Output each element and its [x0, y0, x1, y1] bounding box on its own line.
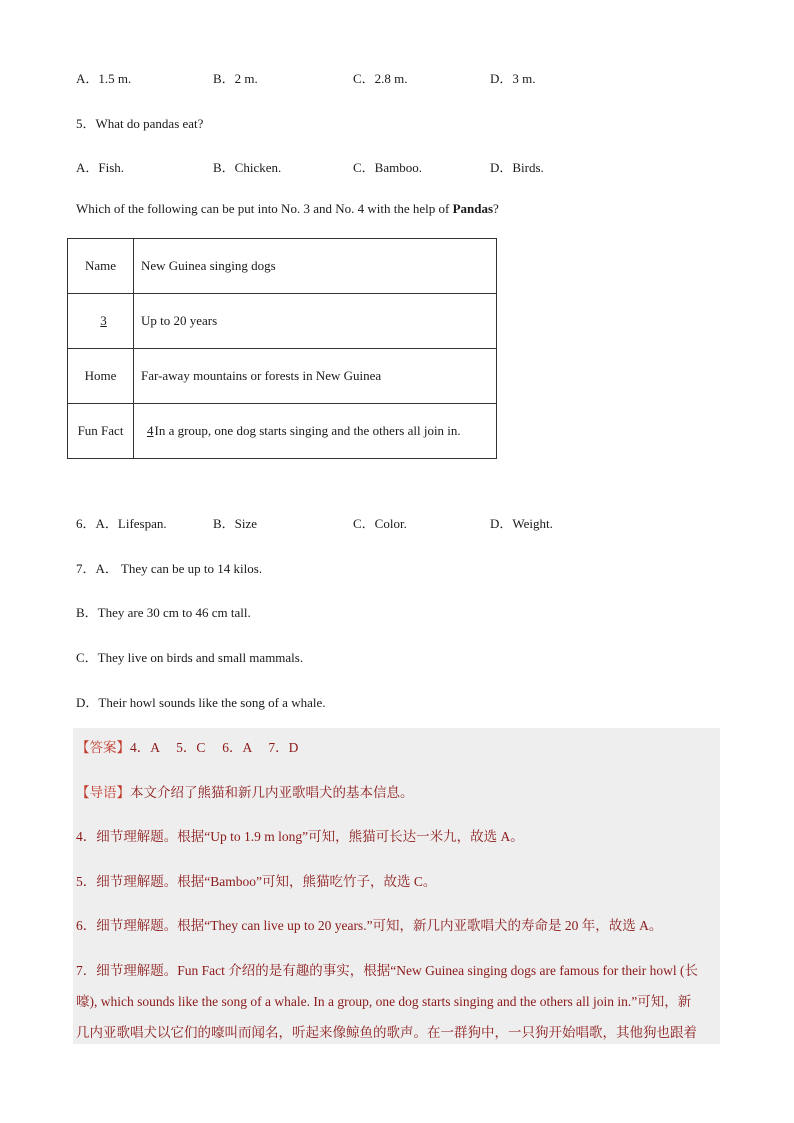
table-value: Up to 20 years: [134, 294, 497, 349]
table-value: Far-away mountains or forests in New Guinea: [134, 349, 497, 404]
q6-option-c: C．Color.: [353, 516, 407, 531]
fun-fact-blank: 4: [147, 423, 154, 438]
explanation-line: 7．细节理解题。Fun Fact 介绍的是有趣的事实，根据“New Guinea singing dogs are famous for their howl (长: [76, 963, 699, 978]
table-value: 4In a group, one dog starts singing and the others all join in.: [134, 404, 497, 459]
q6-option-a: 6．A．Lifespan.: [76, 516, 167, 531]
explanation-line: 4．细节理解题。根据“Up to 1.9 m long”可知，熊猫可长达一米九，故选 A。: [76, 829, 524, 844]
q5-option-c: C．Bamboo.: [353, 160, 422, 175]
answer-box: [73, 728, 720, 1044]
table-intro: Which of the following can be put into No. 3 and No. 4 with the help of Pandas?: [76, 201, 499, 216]
answer-key: 【答案】4．A 5．C 6．A 7．D: [76, 740, 299, 755]
q5-option-d: D．Birds.: [490, 160, 544, 175]
table-key-blank: 3: [68, 294, 134, 349]
table-row: [68, 239, 497, 294]
q7-option-d: D．Their howl sounds like the song of a whale.: [76, 695, 326, 710]
q5-stem: 5．What do pandas eat?: [76, 116, 204, 131]
table-row: [68, 404, 497, 459]
q4-option-b: B．2 m.: [213, 71, 258, 86]
explanation-line: 嚎), which sounds like the song of a whale. In a group, one dog starts singing and the others all join in.”可知，新: [76, 994, 692, 1009]
explanation-line: 几内亚歌唱犬以它们的嚎叫而闻名，听起来像鲸鱼的歌声。在一群狗中，一只狗开始唱歌，其他狗也跟着: [76, 1025, 697, 1040]
q5-option-b: B．Chicken.: [213, 160, 282, 175]
table-key: Name: [68, 239, 134, 294]
q6-option-d: D．Weight.: [490, 516, 553, 531]
q7-option-a: 7．A． They can be up to 14 kilos.: [76, 561, 263, 576]
explanation-line: 6．细节理解题。根据“They can live up to 20 years.”可知，新几内亚歌唱犬的寿命是 20 年，故选 A。: [76, 918, 663, 933]
table-row: [68, 294, 497, 349]
q4-option-d: D．3 m.: [490, 71, 536, 86]
table-key: Fun Fact: [68, 404, 134, 459]
q7-option-c: C．They live on birds and small mammals.: [76, 650, 304, 665]
explanation-line: 5．细节理解题。根据“Bamboo”可知，熊猫吃竹子，故选 C。: [76, 874, 437, 889]
table-value: New Guinea singing dogs: [134, 239, 497, 294]
table-intro-bold: Pandas: [452, 201, 494, 216]
q7-option-b: B．They are 30 cm to 46 cm tall.: [76, 605, 251, 620]
q6-option-b: B．Size: [213, 516, 258, 531]
answer-intro: 【导语】本文介绍了熊猫和新几内亚歌唱犬的基本信息。: [76, 785, 414, 800]
info-table: [67, 238, 497, 459]
q5-option-a: A．Fish.: [76, 160, 125, 175]
q4-option-c: C．2.8 m.: [353, 71, 408, 86]
table-row: [68, 349, 497, 404]
table-key: Home: [68, 349, 134, 404]
q4-option-a: A．1.5 m.: [76, 71, 132, 86]
